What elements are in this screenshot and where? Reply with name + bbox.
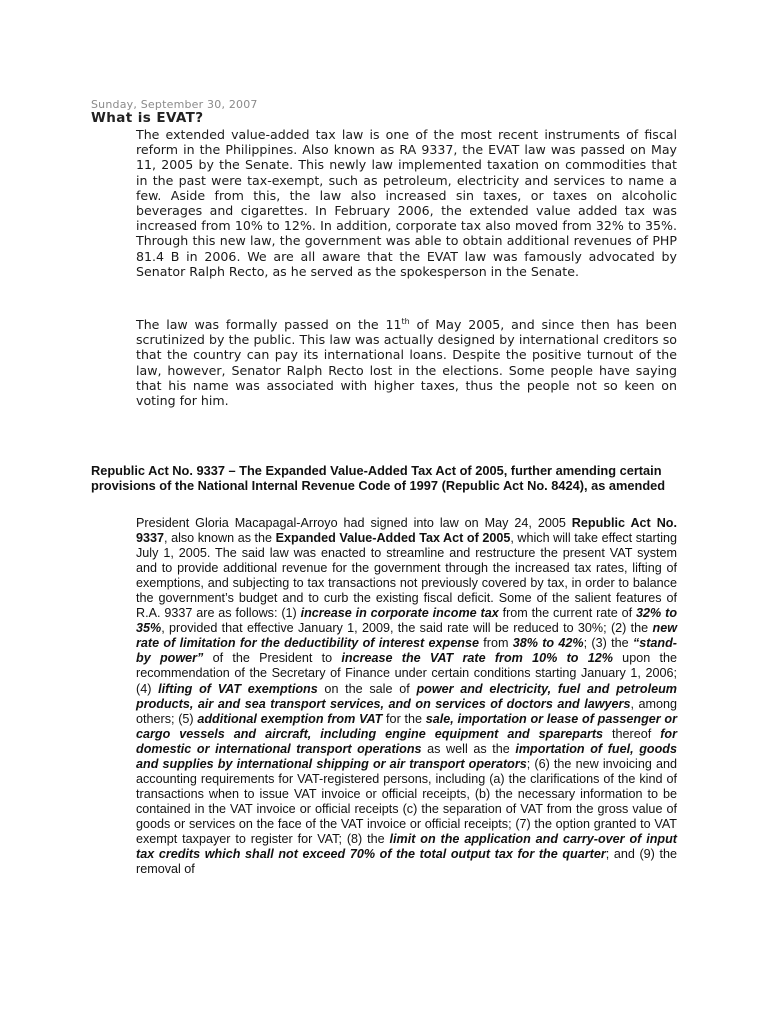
body-text: ; and (9) the removal of bbox=[136, 847, 677, 877]
bold-phrase: Republic Act No. 9337 bbox=[136, 516, 677, 546]
body-text: of the President to bbox=[203, 651, 342, 666]
emphasized-phrase: additional exemption from VAT bbox=[197, 711, 383, 726]
post-title: What is EVAT? bbox=[91, 110, 204, 126]
emphasized-phrase: increase in corporate income tax bbox=[300, 606, 499, 621]
republic-act-body bbox=[136, 516, 677, 877]
emphasized-phrase: increase the VAT rate from 10% to 12% bbox=[341, 651, 613, 666]
body-text: on the sale of bbox=[317, 681, 417, 696]
body-text: , also known as the bbox=[164, 531, 276, 546]
paragraph-2-text-before: The law was formally passed on the 11 bbox=[136, 317, 402, 332]
emphasized-phrase: 38% to 42% bbox=[512, 636, 584, 651]
bold-phrase: Expanded Value-Added Tax Act of 2005 bbox=[275, 531, 511, 546]
body-text: President Gloria Macapagal-Arroyo had signed into law on May 24, 2005 bbox=[136, 516, 572, 530]
body-text: for the bbox=[382, 711, 426, 726]
body-text: ; (3) the bbox=[583, 636, 633, 651]
post-date: Sunday, September 30, 2007 bbox=[91, 98, 258, 111]
body-text: , which will take effect starting July 1, 2005. The said law was enacted to streamline and restructure the present VAT system and to provide additional revenue for the government through the increased tax rates, lifting of exemptions, and subjecting to tax transactions not previously covered by tax, in order to balance the government’s budget and to curb the existing fiscal deficit. Some of the salient features of R.A. 9337 are as follows: (1) bbox=[136, 531, 677, 621]
body-text: , among others; (5) bbox=[136, 696, 677, 726]
emphasized-phrase: “stand-by power” bbox=[136, 636, 677, 666]
body-text: , provided that effective January 1, 2009, the said rate will be reduced to 30%; (2) the bbox=[161, 621, 653, 636]
evat-paragraph-1: The extended value-added tax law is one of the most recent instruments of fiscal reform in the Philippines. Also known as RA 9337, the EVAT law was passed on May 11, 2005 by the Senate. This newly law implemented taxation on commodities that in the past were tax-exempt, such as petroleum, electricity and services to name a few. Aside from this, the law also increased sin taxes, or taxes on alcoholic beverages and cigarettes. In February 2006, the extended value added tax was increased from 10% to 12%. In addition, corporate tax also moved from 32% to 35%. Through this new law, the government was able to obtain additional revenues of PHP 81.4 B in 2006. We are all aware that the EVAT law was famously advocated by Senator Ralph Recto, as he served as the spokesperson in the Senate. bbox=[136, 127, 677, 279]
body-text: from the current rate of bbox=[498, 606, 637, 621]
republic-act-heading: Republic Act No. 9337 – The Expanded Value-Added Tax Act of 2005, further amending certain provisions of the National Internal Revenue Code of 1997 (Republic Act No. 8424), as amended bbox=[91, 463, 666, 493]
body-text: as well as the bbox=[421, 741, 516, 756]
emphasized-phrase: lifting of VAT exemptions bbox=[158, 681, 318, 696]
emphasized-phrase: importation of fuel, goods and supplies by international shipping or air transport operators bbox=[136, 741, 677, 771]
emphasized-phrase: new rate of limitation for the deductibility of interest expense bbox=[136, 621, 677, 651]
paragraph-2-text-after: of May 2005, and since then has been scrutinized by the public. This law was actually designed by international creditors so that the country can pay its international loans. Despite the positive turnout of the law, however, Senator Ralph Recto lost in the elections. Some people have saying that his name was associated with higher taxes, thus the people not so keen on voting for him. bbox=[136, 317, 678, 409]
emphasized-phrase: limit on the application and carry-over of input tax credits which shall not exceed 70% of the total output tax for the quarter bbox=[136, 831, 677, 862]
emphasized-phrase: 32% to 35% bbox=[136, 606, 678, 636]
body-text: upon the recommendation of the Secretary of Finance under certain conditions starting January 1, 2006; (4) bbox=[136, 651, 677, 696]
ordinal-suffix: th bbox=[401, 316, 410, 326]
evat-paragraph-2 bbox=[136, 317, 677, 408]
emphasized-phrase: power and electricity, fuel and petroleum products, air and sea transport services, and on services of doctors and lawyers bbox=[136, 681, 677, 711]
emphasized-phrase: for domestic or international transport operations bbox=[136, 726, 677, 756]
body-text: from bbox=[478, 636, 513, 651]
body-text: ; (6) the new invoicing and accounting requirements for VAT-registered persons, including (a) the clarifications of the kind of transactions when to issue VAT invoice or official receipts, (b) the necessary information to be contained in the VAT invoice or official receipts (c) the separation of VAT from the gross value of goods or services on the face of the VAT invoice or official receipts; (7) the option granted to VAT exempt taxpayer to register for VAT; (8) the bbox=[136, 756, 678, 846]
emphasized-phrase: sale, importation or lease of passenger or cargo vessels and aircraft, including engine equipment and spareparts bbox=[136, 711, 677, 741]
body-text: thereof bbox=[603, 726, 661, 741]
